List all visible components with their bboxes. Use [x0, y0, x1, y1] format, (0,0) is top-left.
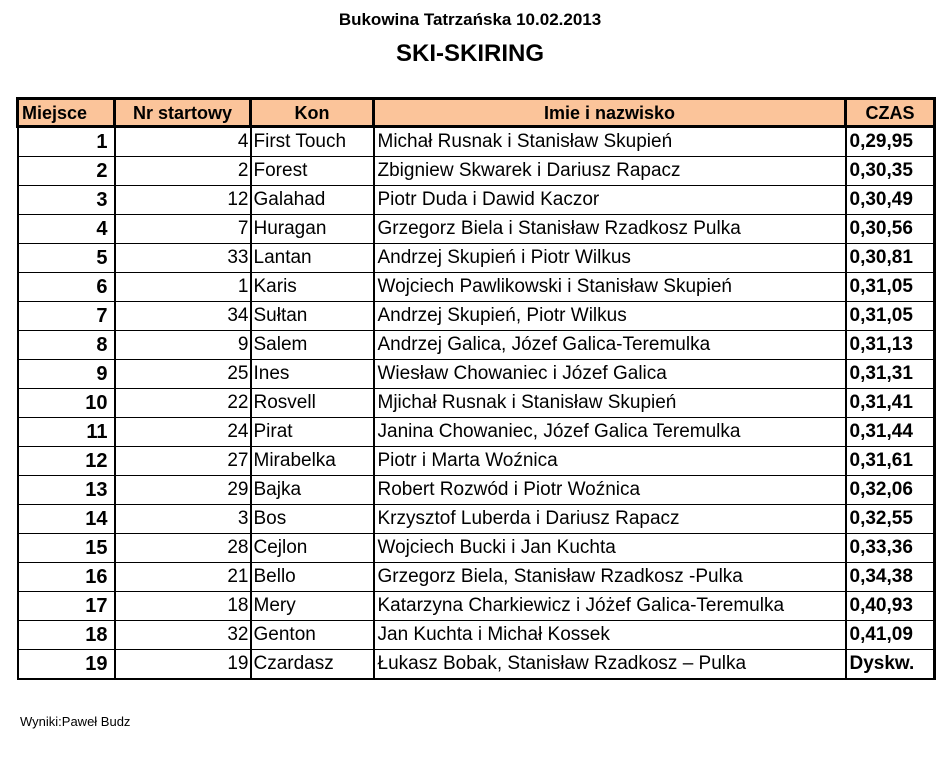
cell-start-number: 4 — [115, 127, 251, 157]
cell-time: 0,32,55 — [846, 505, 935, 534]
table-row — [18, 418, 935, 447]
cell-start-number: 28 — [115, 534, 251, 563]
cell-riders: Piotr Duda i Dawid Kaczor — [374, 186, 846, 215]
cell-place: 5 — [18, 244, 115, 273]
cell-place: 8 — [18, 331, 115, 360]
table-row — [18, 389, 935, 418]
cell-riders: Wiesław Chowaniec i Józef Galica — [374, 360, 846, 389]
cell-time: 0,31,61 — [846, 447, 935, 476]
cell-place: 15 — [18, 534, 115, 563]
cell-start-number: 27 — [115, 447, 251, 476]
cell-start-number: 22 — [115, 389, 251, 418]
column-header-start-number: Nr startowy — [115, 99, 251, 127]
cell-riders: Wojciech Bucki i Jan Kuchta — [374, 534, 846, 563]
cell-place: 4 — [18, 215, 115, 244]
cell-time: 0,31,13 — [846, 331, 935, 360]
cell-horse: First Touch — [251, 127, 374, 157]
cell-time: 0,30,49 — [846, 186, 935, 215]
cell-horse: Forest — [251, 157, 374, 186]
cell-time: 0,34,38 — [846, 563, 935, 592]
cell-place: 6 — [18, 273, 115, 302]
cell-riders: Grzegorz Biela, Stanisław Rzadkosz -Pulka — [374, 563, 846, 592]
cell-time: 0,33,36 — [846, 534, 935, 563]
table-row — [18, 592, 935, 621]
page-title: SKI-SKIRING — [395, 40, 544, 67]
cell-place: 10 — [18, 389, 115, 418]
table-row — [18, 331, 935, 360]
cell-riders: Jan Kuchta i Michał Kossek — [374, 621, 846, 650]
table-row — [18, 244, 935, 273]
cell-place: 3 — [18, 186, 115, 215]
cell-riders: Robert Rozwód i Piotr Woźnica — [374, 476, 846, 505]
cell-place: 19 — [18, 650, 115, 680]
cell-start-number: 19 — [115, 650, 251, 680]
cell-horse: Galahad — [251, 186, 374, 215]
cell-place: 7 — [18, 302, 115, 331]
cell-riders: Andrzej Skupień, Piotr Wilkus — [374, 302, 846, 331]
cell-start-number: 3 — [115, 505, 251, 534]
cell-time: 0,30,35 — [846, 157, 935, 186]
cell-horse: Bello — [251, 563, 374, 592]
table-header-row — [18, 99, 935, 127]
results-credit: Wyniki:Paweł Budz — [20, 714, 131, 729]
results-body — [18, 127, 935, 680]
table-row — [18, 447, 935, 476]
column-header-riders: Imie i nazwisko — [374, 99, 846, 127]
table-row — [18, 127, 935, 157]
cell-time: 0,31,05 — [846, 273, 935, 302]
cell-riders: Andrzej Skupień i Piotr Wilkus — [374, 244, 846, 273]
table-row — [18, 273, 935, 302]
cell-riders: Katarzyna Charkiewicz i Jóżef Galica-Teremulka — [374, 592, 846, 621]
cell-start-number: 25 — [115, 360, 251, 389]
cell-horse: Cejlon — [251, 534, 374, 563]
cell-start-number: 1 — [115, 273, 251, 302]
cell-place: 14 — [18, 505, 115, 534]
cell-place: 16 — [18, 563, 115, 592]
cell-place: 18 — [18, 621, 115, 650]
cell-start-number: 29 — [115, 476, 251, 505]
cell-horse: Pirat — [251, 418, 374, 447]
cell-time: 0,32,06 — [846, 476, 935, 505]
column-header-place: Miejsce — [18, 99, 115, 127]
cell-start-number: 32 — [115, 621, 251, 650]
cell-place: 2 — [18, 157, 115, 186]
cell-riders: Andrzej Galica, Józef Galica-Teremulka — [374, 331, 846, 360]
cell-riders: Mjichał Rusnak i Stanisław Skupień — [374, 389, 846, 418]
cell-horse: Salem — [251, 331, 374, 360]
cell-start-number: 33 — [115, 244, 251, 273]
column-header-time: CZAS — [846, 99, 935, 127]
cell-start-number: 24 — [115, 418, 251, 447]
cell-place: 13 — [18, 476, 115, 505]
cell-time: 0,30,56 — [846, 215, 935, 244]
table-row — [18, 186, 935, 215]
cell-place: 12 — [18, 447, 115, 476]
table-row — [18, 563, 935, 592]
cell-time: 0,41,09 — [846, 621, 935, 650]
cell-start-number: 21 — [115, 563, 251, 592]
cell-time: Dyskw. — [846, 650, 935, 680]
cell-place: 9 — [18, 360, 115, 389]
cell-time: 0,30,81 — [846, 244, 935, 273]
cell-place: 1 — [18, 127, 115, 157]
cell-horse: Karis — [251, 273, 374, 302]
cell-start-number: 7 — [115, 215, 251, 244]
table-row — [18, 476, 935, 505]
table-row — [18, 650, 935, 680]
table-row — [18, 215, 935, 244]
cell-riders: Łukasz Bobak, Stanisław Rzadkosz – Pulka — [374, 650, 846, 680]
cell-horse: Bajka — [251, 476, 374, 505]
cell-horse: Huragan — [251, 215, 374, 244]
cell-time: 0,31,05 — [846, 302, 935, 331]
cell-place: 17 — [18, 592, 115, 621]
results-table — [16, 97, 936, 680]
cell-riders: Grzegorz Biela i Stanisław Rzadkosz Pulka — [374, 215, 846, 244]
cell-time: 0,31,41 — [846, 389, 935, 418]
cell-riders: Krzysztof Luberda i Dariusz Rapacz — [374, 505, 846, 534]
cell-time: 0,29,95 — [846, 127, 935, 157]
cell-riders: Janina Chowaniec, Józef Galica Teremulka — [374, 418, 846, 447]
cell-horse: Czardasz — [251, 650, 374, 680]
cell-start-number: 12 — [115, 186, 251, 215]
cell-time: 0,40,93 — [846, 592, 935, 621]
cell-time: 0,31,31 — [846, 360, 935, 389]
cell-horse: Lantan — [251, 244, 374, 273]
cell-horse: Mirabelka — [251, 447, 374, 476]
cell-riders: Wojciech Pawlikowski i Stanisław Skupień — [374, 273, 846, 302]
cell-riders: Zbigniew Skwarek i Dariusz Rapacz — [374, 157, 846, 186]
cell-riders: Michał Rusnak i Stanisław Skupień — [374, 127, 846, 157]
cell-horse: Rosvell — [251, 389, 374, 418]
table-row — [18, 534, 935, 563]
cell-start-number: 9 — [115, 331, 251, 360]
table-row — [18, 157, 935, 186]
table-row — [18, 360, 935, 389]
cell-time: 0,31,44 — [846, 418, 935, 447]
event-subtitle: Bukowina Tatrzańska 10.02.2013 — [338, 10, 602, 29]
cell-start-number: 18 — [115, 592, 251, 621]
cell-place: 11 — [18, 418, 115, 447]
cell-start-number: 2 — [115, 157, 251, 186]
cell-horse: Sułtan — [251, 302, 374, 331]
cell-horse: Mery — [251, 592, 374, 621]
table-row — [18, 505, 935, 534]
cell-horse: Genton — [251, 621, 374, 650]
table-row — [18, 621, 935, 650]
column-header-horse: Kon — [251, 99, 374, 127]
cell-horse: Ines — [251, 360, 374, 389]
cell-riders: Piotr i Marta Woźnica — [374, 447, 846, 476]
table-row — [18, 302, 935, 331]
cell-start-number: 34 — [115, 302, 251, 331]
cell-horse: Bos — [251, 505, 374, 534]
